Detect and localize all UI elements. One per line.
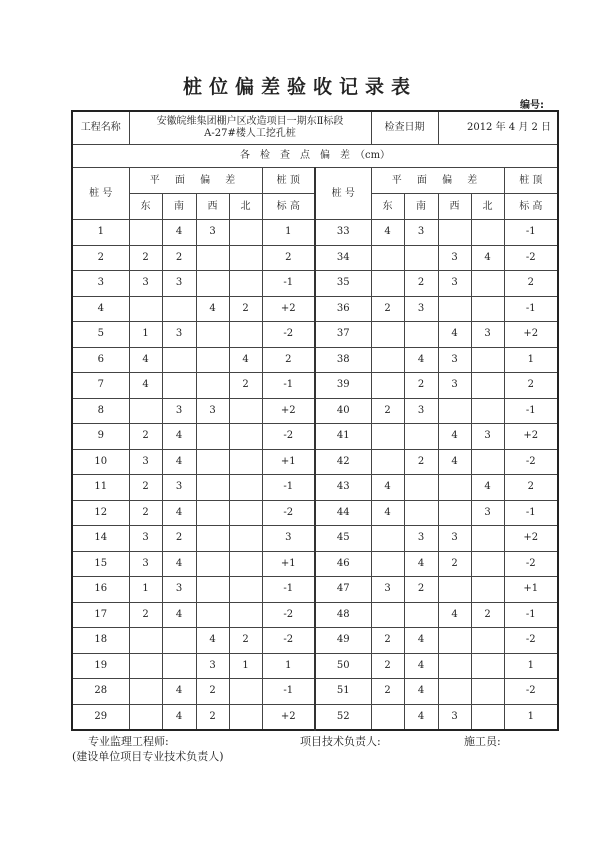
pile-no-header: 桩 号 — [315, 168, 371, 220]
deviation-title: 各 检 查 点 偏 差 （cm） — [72, 145, 558, 168]
table-row — [72, 704, 558, 730]
left-east-cell: 2 — [129, 475, 162, 501]
left-pile-no-cell: 8 — [72, 398, 129, 424]
left-top-elevation-cell: +2 — [262, 704, 315, 730]
table-row — [72, 500, 558, 526]
right-east-cell — [371, 424, 404, 450]
right-south-cell — [404, 500, 438, 526]
right-east-cell: 4 — [371, 220, 404, 246]
left-east-cell: 4 — [129, 373, 162, 399]
left-east-cell: 3 — [129, 449, 162, 475]
table-row — [72, 296, 558, 322]
left-west-cell — [196, 322, 229, 348]
right-pile-no-cell: 48 — [315, 602, 371, 628]
left-south-cell: 4 — [162, 220, 196, 246]
dir-north: 北 — [229, 194, 262, 220]
table-row — [72, 271, 558, 297]
left-south-cell: 4 — [162, 704, 196, 730]
right-pile-no-cell: 39 — [315, 373, 371, 399]
plane-deviation-header: 平 面 偏 差 — [129, 168, 262, 194]
table-row — [72, 398, 558, 424]
right-top-elevation-cell: 2 — [504, 475, 558, 501]
right-north-cell: 2 — [471, 602, 504, 628]
right-north-cell — [471, 526, 504, 552]
left-north-cell: 4 — [229, 347, 262, 373]
table-row — [72, 602, 558, 628]
left-top-elevation-cell: 2 — [262, 347, 315, 373]
right-east-cell — [371, 245, 404, 271]
right-west-cell: 4 — [438, 602, 471, 628]
left-north-cell — [229, 271, 262, 297]
table-row — [72, 577, 558, 603]
right-pile-no-cell: 36 — [315, 296, 371, 322]
right-north-cell — [471, 653, 504, 679]
right-east-cell: 3 — [371, 577, 404, 603]
right-pile-no-cell: 51 — [315, 679, 371, 705]
left-west-cell — [196, 271, 229, 297]
top-elevation-header-2: 标 高 — [262, 194, 315, 220]
right-top-elevation-cell: +2 — [504, 526, 558, 552]
left-west-cell: 4 — [196, 628, 229, 654]
left-east-cell: 3 — [129, 271, 162, 297]
right-east-cell: 2 — [371, 296, 404, 322]
left-top-elevation-cell: 1 — [262, 220, 315, 246]
right-pile-no-cell: 37 — [315, 322, 371, 348]
right-east-cell — [371, 322, 404, 348]
table-row — [72, 373, 558, 399]
left-west-cell — [196, 577, 229, 603]
right-west-cell: 4 — [438, 322, 471, 348]
right-pile-no-cell: 43 — [315, 475, 371, 501]
left-north-cell — [229, 424, 262, 450]
right-east-cell: 4 — [371, 475, 404, 501]
left-south-cell: 3 — [162, 322, 196, 348]
right-west-cell — [438, 296, 471, 322]
dir-north: 北 — [471, 194, 504, 220]
table-row — [72, 679, 558, 705]
right-top-elevation-cell: -1 — [504, 220, 558, 246]
right-north-cell — [471, 296, 504, 322]
left-north-cell: 2 — [229, 296, 262, 322]
left-pile-no-cell: 28 — [72, 679, 129, 705]
left-pile-no-cell: 2 — [72, 245, 129, 271]
right-top-elevation-cell: 2 — [504, 271, 558, 297]
right-east-cell: 2 — [371, 653, 404, 679]
table-row — [72, 322, 558, 348]
dir-west: 西 — [196, 194, 229, 220]
left-east-cell: 4 — [129, 347, 162, 373]
left-top-elevation-cell: -1 — [262, 577, 315, 603]
right-south-cell: 2 — [404, 271, 438, 297]
table-row — [72, 628, 558, 654]
left-pile-no-cell: 7 — [72, 373, 129, 399]
left-west-cell — [196, 551, 229, 577]
right-south-cell — [404, 475, 438, 501]
right-top-elevation-cell: -1 — [504, 296, 558, 322]
left-pile-no-cell: 9 — [72, 424, 129, 450]
left-pile-no-cell: 14 — [72, 526, 129, 552]
left-top-elevation-cell: -2 — [262, 500, 315, 526]
right-west-cell: 2 — [438, 551, 471, 577]
left-west-cell — [196, 245, 229, 271]
right-top-elevation-cell: -2 — [504, 449, 558, 475]
left-north-cell: 2 — [229, 628, 262, 654]
right-north-cell: 4 — [471, 475, 504, 501]
left-top-elevation-cell: -2 — [262, 322, 315, 348]
right-north-cell — [471, 271, 504, 297]
right-north-cell — [471, 704, 504, 730]
right-pile-no-cell: 50 — [315, 653, 371, 679]
right-east-cell — [371, 373, 404, 399]
left-south-cell — [162, 347, 196, 373]
left-top-elevation-cell: -2 — [262, 602, 315, 628]
left-east-cell — [129, 628, 162, 654]
right-south-cell: 4 — [404, 347, 438, 373]
project-name — [129, 111, 371, 145]
left-east-cell: 2 — [129, 500, 162, 526]
left-top-elevation-cell: -1 — [262, 373, 315, 399]
left-pile-no-cell: 10 — [72, 449, 129, 475]
table-row — [72, 653, 558, 679]
right-top-elevation-cell: +2 — [504, 322, 558, 348]
right-west-cell: 3 — [438, 347, 471, 373]
right-south-cell: 2 — [404, 373, 438, 399]
pile-no-header: 桩 号 — [72, 168, 129, 220]
left-pile-no-cell: 16 — [72, 577, 129, 603]
right-north-cell: 4 — [471, 245, 504, 271]
project-name-line1: 安徽皖维集团棚户区改造项目一期东Ⅱ标段 — [156, 116, 344, 127]
left-south-cell: 3 — [162, 398, 196, 424]
project-label: 工程名称 — [72, 111, 129, 145]
right-pile-no-cell: 47 — [315, 577, 371, 603]
right-north-cell — [471, 373, 504, 399]
right-pile-no-cell: 38 — [315, 347, 371, 373]
right-north-cell — [471, 551, 504, 577]
right-north-cell — [471, 679, 504, 705]
left-east-cell — [129, 220, 162, 246]
left-west-cell — [196, 424, 229, 450]
right-east-cell — [371, 551, 404, 577]
left-south-cell: 4 — [162, 679, 196, 705]
right-top-elevation-cell: -2 — [504, 628, 558, 654]
left-east-cell — [129, 653, 162, 679]
dir-east: 东 — [371, 194, 404, 220]
right-east-cell — [371, 602, 404, 628]
left-west-cell: 4 — [196, 296, 229, 322]
right-north-cell — [471, 628, 504, 654]
table-row — [72, 347, 558, 373]
table-row — [72, 551, 558, 577]
left-south-cell: 2 — [162, 526, 196, 552]
left-top-elevation-cell: +2 — [262, 296, 315, 322]
left-east-cell — [129, 679, 162, 705]
project-row — [72, 111, 558, 145]
right-west-cell — [438, 398, 471, 424]
left-east-cell: 3 — [129, 526, 162, 552]
left-top-elevation-cell: -1 — [262, 475, 315, 501]
left-west-cell: 3 — [196, 653, 229, 679]
left-pile-no-cell: 17 — [72, 602, 129, 628]
right-south-cell: 4 — [404, 628, 438, 654]
right-south-cell: 4 — [404, 551, 438, 577]
left-pile-no-cell: 19 — [72, 653, 129, 679]
left-south-cell: 3 — [162, 271, 196, 297]
right-pile-no-cell: 40 — [315, 398, 371, 424]
left-top-elevation-cell: -1 — [262, 679, 315, 705]
project-name-line2: A-27#楼人工挖孔桩 — [204, 128, 296, 139]
right-west-cell — [438, 220, 471, 246]
document-title: 桩位偏差验收记录表 — [182, 76, 417, 98]
left-north-cell — [229, 245, 262, 271]
left-pile-no-cell: 11 — [72, 475, 129, 501]
left-north-cell: 1 — [229, 653, 262, 679]
right-west-cell — [438, 653, 471, 679]
right-east-cell — [371, 347, 404, 373]
left-north-cell — [229, 500, 262, 526]
right-pile-no-cell: 42 — [315, 449, 371, 475]
dir-west: 西 — [438, 194, 471, 220]
left-south-cell: 3 — [162, 577, 196, 603]
left-north-cell — [229, 398, 262, 424]
left-pile-no-cell: 3 — [72, 271, 129, 297]
left-south-cell: 4 — [162, 500, 196, 526]
right-east-cell — [371, 449, 404, 475]
right-top-elevation-cell: -2 — [504, 551, 558, 577]
right-south-cell: 4 — [404, 679, 438, 705]
right-east-cell — [371, 526, 404, 552]
right-west-cell — [438, 500, 471, 526]
right-south-cell: 4 — [404, 704, 438, 730]
top-elevation-header: 桩 顶 — [504, 168, 558, 194]
left-east-cell — [129, 704, 162, 730]
date-value: 2012 年 4 月 2 日 — [438, 111, 558, 145]
right-pile-no-cell: 33 — [315, 220, 371, 246]
right-west-cell: 3 — [438, 271, 471, 297]
right-south-cell: 2 — [404, 449, 438, 475]
tech-lead-label: 项目技术负责人: — [300, 735, 381, 748]
right-west-cell — [438, 679, 471, 705]
left-north-cell — [229, 679, 262, 705]
left-north-cell — [229, 526, 262, 552]
right-top-elevation-cell: +1 — [504, 577, 558, 603]
right-pile-no-cell: 46 — [315, 551, 371, 577]
table-row — [72, 475, 558, 501]
left-pile-no-cell: 18 — [72, 628, 129, 654]
pile-deviation-table — [71, 110, 559, 731]
right-east-cell: 2 — [371, 628, 404, 654]
table-row — [72, 526, 558, 552]
left-south-cell: 3 — [162, 475, 196, 501]
top-elevation-header-2: 标 高 — [504, 194, 558, 220]
date-label: 检查日期 — [371, 111, 438, 145]
right-north-cell — [471, 220, 504, 246]
top-elevation-header: 桩 顶 — [262, 168, 315, 194]
left-north-cell — [229, 551, 262, 577]
left-east-cell: 2 — [129, 245, 162, 271]
right-east-cell: 2 — [371, 679, 404, 705]
left-south-cell — [162, 296, 196, 322]
right-west-cell: 3 — [438, 526, 471, 552]
left-north-cell — [229, 475, 262, 501]
left-south-cell: 4 — [162, 449, 196, 475]
right-top-elevation-cell: 1 — [504, 704, 558, 730]
left-pile-no-cell: 12 — [72, 500, 129, 526]
left-pile-no-cell: 15 — [72, 551, 129, 577]
right-east-cell: 2 — [371, 398, 404, 424]
right-pile-no-cell: 35 — [315, 271, 371, 297]
left-north-cell — [229, 602, 262, 628]
right-west-cell: 3 — [438, 373, 471, 399]
right-top-elevation-cell: -1 — [504, 500, 558, 526]
table-row — [72, 245, 558, 271]
right-south-cell — [404, 322, 438, 348]
supervisor-label: 专业监理工程师: — [88, 735, 169, 748]
left-east-cell: 1 — [129, 577, 162, 603]
right-pile-no-cell: 44 — [315, 500, 371, 526]
plane-deviation-header: 平 面 偏 差 — [371, 168, 504, 194]
left-north-cell — [229, 322, 262, 348]
supervisor-note: (建设单位项目专业技术负责人) — [72, 750, 224, 763]
right-top-elevation-cell: -1 — [504, 398, 558, 424]
right-top-elevation-cell: -2 — [504, 245, 558, 271]
right-top-elevation-cell: 1 — [504, 653, 558, 679]
left-west-cell: 3 — [196, 220, 229, 246]
left-west-cell — [196, 475, 229, 501]
left-north-cell — [229, 704, 262, 730]
left-south-cell: 4 — [162, 602, 196, 628]
left-west-cell: 2 — [196, 704, 229, 730]
right-pile-no-cell: 52 — [315, 704, 371, 730]
left-south-cell — [162, 628, 196, 654]
left-pile-no-cell: 29 — [72, 704, 129, 730]
right-south-cell — [404, 245, 438, 271]
left-east-cell — [129, 296, 162, 322]
right-south-cell: 3 — [404, 220, 438, 246]
dir-east: 东 — [129, 194, 162, 220]
right-east-cell — [371, 704, 404, 730]
right-north-cell — [471, 398, 504, 424]
left-top-elevation-cell: 3 — [262, 526, 315, 552]
left-pile-no-cell: 6 — [72, 347, 129, 373]
constructor-label: 施工员: — [464, 735, 501, 748]
code-label: 编号: — [520, 100, 544, 111]
table-row — [72, 220, 558, 246]
right-north-cell — [471, 347, 504, 373]
right-west-cell — [438, 577, 471, 603]
left-west-cell: 3 — [196, 398, 229, 424]
right-west-cell — [438, 628, 471, 654]
left-west-cell: 2 — [196, 679, 229, 705]
left-north-cell — [229, 220, 262, 246]
left-south-cell: 4 — [162, 424, 196, 450]
left-top-elevation-cell: +1 — [262, 551, 315, 577]
left-south-cell: 2 — [162, 245, 196, 271]
right-top-elevation-cell: +2 — [504, 424, 558, 450]
left-north-cell: 2 — [229, 373, 262, 399]
right-top-elevation-cell: -1 — [504, 602, 558, 628]
right-north-cell: 3 — [471, 322, 504, 348]
right-pile-no-cell: 49 — [315, 628, 371, 654]
right-west-cell: 3 — [438, 245, 471, 271]
right-north-cell: 3 — [471, 424, 504, 450]
left-west-cell — [196, 449, 229, 475]
left-south-cell — [162, 373, 196, 399]
left-top-elevation-cell: -2 — [262, 628, 315, 654]
right-west-cell — [438, 475, 471, 501]
right-top-elevation-cell: -2 — [504, 679, 558, 705]
right-north-cell — [471, 449, 504, 475]
right-east-cell: 4 — [371, 500, 404, 526]
dir-south: 南 — [162, 194, 196, 220]
left-pile-no-cell: 5 — [72, 322, 129, 348]
right-south-cell — [404, 424, 438, 450]
left-south-cell — [162, 653, 196, 679]
right-pile-no-cell: 34 — [315, 245, 371, 271]
right-north-cell: 3 — [471, 500, 504, 526]
left-east-cell: 2 — [129, 602, 162, 628]
right-east-cell — [371, 271, 404, 297]
right-pile-no-cell: 45 — [315, 526, 371, 552]
right-west-cell: 4 — [438, 449, 471, 475]
left-top-elevation-cell: -1 — [262, 271, 315, 297]
left-east-cell: 2 — [129, 424, 162, 450]
right-north-cell — [471, 577, 504, 603]
left-west-cell — [196, 602, 229, 628]
table-row — [72, 449, 558, 475]
left-top-elevation-cell: +1 — [262, 449, 315, 475]
left-west-cell — [196, 373, 229, 399]
left-north-cell — [229, 577, 262, 603]
left-east-cell: 1 — [129, 322, 162, 348]
right-top-elevation-cell: 1 — [504, 347, 558, 373]
left-east-cell — [129, 398, 162, 424]
left-pile-no-cell: 4 — [72, 296, 129, 322]
right-west-cell: 3 — [438, 704, 471, 730]
dir-south: 南 — [404, 194, 438, 220]
left-pile-no-cell: 1 — [72, 220, 129, 246]
left-north-cell — [229, 449, 262, 475]
left-south-cell: 4 — [162, 551, 196, 577]
left-top-elevation-cell: 1 — [262, 653, 315, 679]
right-pile-no-cell: 41 — [315, 424, 371, 450]
table-row — [72, 424, 558, 450]
right-south-cell: 4 — [404, 653, 438, 679]
right-west-cell: 4 — [438, 424, 471, 450]
left-top-elevation-cell: -2 — [262, 424, 315, 450]
right-south-cell: 2 — [404, 577, 438, 603]
right-south-cell: 3 — [404, 296, 438, 322]
left-west-cell — [196, 526, 229, 552]
left-top-elevation-cell: 2 — [262, 245, 315, 271]
left-east-cell: 3 — [129, 551, 162, 577]
right-top-elevation-cell: 2 — [504, 373, 558, 399]
right-south-cell: 3 — [404, 398, 438, 424]
right-south-cell — [404, 602, 438, 628]
left-west-cell — [196, 347, 229, 373]
left-top-elevation-cell: +2 — [262, 398, 315, 424]
left-west-cell — [196, 500, 229, 526]
right-south-cell: 3 — [404, 526, 438, 552]
